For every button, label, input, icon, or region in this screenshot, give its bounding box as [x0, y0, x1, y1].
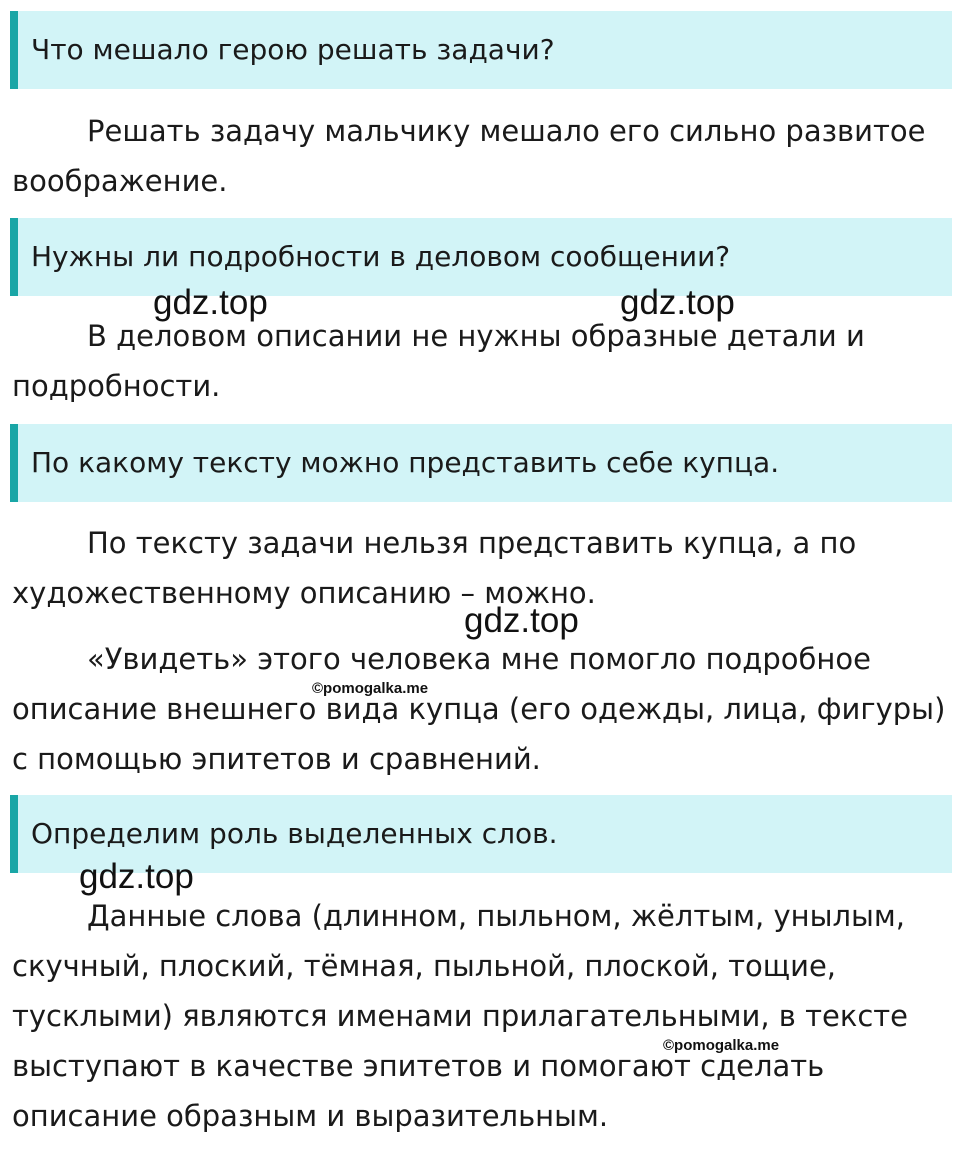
answer-2-paragraph-1: В деловом описании не нужны образные детали и подробности. — [12, 319, 865, 403]
watermark-gdz-4: gdz.top — [79, 857, 194, 896]
question-4: Определим роль выделенных слов. — [10, 795, 952, 873]
question-3: По какому тексту можно представить себе купца. — [10, 424, 952, 502]
question-2: Нужны ли подробности в деловом сообщении? — [10, 218, 952, 296]
watermark-gdz-3: gdz.top — [464, 601, 579, 640]
watermark-gdz-2: gdz.top — [620, 283, 735, 322]
watermark-copyright-2: ©pomogalka.me — [663, 1037, 780, 1054]
answer-4-paragraph-1: Данные слова (длинном, пыльном, жёлтым, унылым, скучный, плоский, тёмная, пыльной, плоской, тощие, тусклыми) являются именами прилагательными, в тексте выступают в качестве эпитетов и помогают сделать описание образным и выразительным. — [12, 899, 909, 1133]
answer-1-paragraph-1: Решать задачу мальчику мешало его сильно развитое воображение. — [12, 114, 926, 198]
answer-3-paragraph-2: «Увидеть» этого человека мне помогло подробное описание внешнего вида купца (его одежды, лица, фигуры) с помощью эпитетов и сравнений. — [12, 642, 946, 776]
answer-3-paragraph-1: По тексту задачи нельзя представить купца, а по художественному описанию – можно. — [12, 526, 857, 610]
watermark-copyright-1: ©pomogalka.me — [312, 680, 429, 697]
watermark-gdz-1: gdz.top — [153, 283, 268, 322]
question-1: Что мешало герою решать задачи? — [10, 11, 952, 89]
